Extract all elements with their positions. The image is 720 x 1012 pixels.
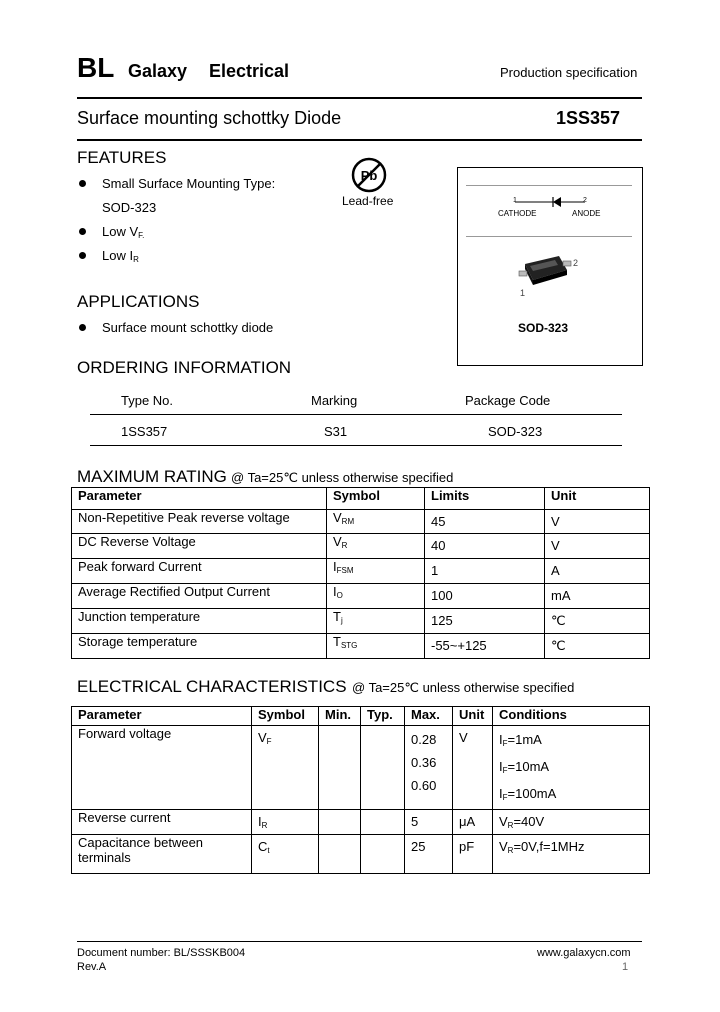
typ-cell [361,835,405,874]
symbol-cell: $I_O$ [327,584,425,609]
unit-cell: V [545,534,650,559]
param-cell: Junction temperature [72,609,327,634]
pb-symbol: Pb [360,168,378,183]
limit-cell: 100 [425,584,545,609]
param-cell: Non-Repetitive Peak reverse voltage [72,510,327,534]
diagram-rule-top [466,185,632,186]
ordering-package-value: SOD-323 [488,424,543,439]
body-pin2-label: 2 [573,258,579,268]
spec-label: Production specification [500,65,638,80]
revision: Rev.A [77,961,107,973]
ordering-col-type: Type No. [121,393,174,408]
body-pin1-label: 1 [520,288,526,298]
symbol-cell: $V_F$ [252,726,319,810]
col-unit: Unit [453,707,493,726]
unit-cell: pF [453,835,493,874]
limit-cell: 40 [425,534,545,559]
ordering-type-value: 1SS357 [121,424,168,439]
min-cell [319,835,361,874]
symbol-cell: $I_R$ [252,810,319,835]
table-row [72,534,650,559]
col-max: Max. [405,707,453,726]
table-row [72,584,650,609]
pb-free-icon [350,156,388,194]
col-parameter: Parameter [72,707,252,726]
pin1-label: 1 [513,197,517,204]
param-cell: Average Rectified Output Current [72,584,327,609]
part-number: 1SS357 [556,108,621,128]
feature-item-cont: SOD-323 [102,200,157,215]
leadfree-label: Lead-free [342,194,394,208]
col-parameter: Parameter [72,488,327,510]
table-row [72,510,650,534]
param-cell: Reverse current [72,810,252,835]
max-cell: 0.28 0.36 0.60 [405,726,453,810]
col-typ: Typ. [361,707,405,726]
limit-cell: -55~+125 [425,634,545,659]
col-min: Min. [319,707,361,726]
ordering-marking-value: S31 [324,424,348,439]
param-cell: Peak forward Current [72,559,327,584]
symbol-cell: $I_{FSM}$ [327,559,425,584]
ordering-col-package: Package Code [465,393,551,408]
typ-cell [361,810,405,835]
min-cell [319,810,361,835]
page-number: 1 [622,961,629,973]
max-rating-heading: MAXIMUM RATING [77,467,227,486]
bullet-icon [79,180,86,187]
ordering-rule [90,414,622,415]
table-row [72,634,650,659]
anode-label: ANODE [572,209,601,218]
unit-cell: ℃ [545,634,650,659]
features-heading: FEATURES [77,148,167,167]
applications-heading: APPLICATIONS [77,292,200,311]
table-row [72,726,650,810]
elec-condition: @ Ta=25℃ unless otherwise specified [352,680,575,695]
bullet-icon [79,324,86,331]
unit-cell: ℃ [545,609,650,634]
brand-logo: BL [77,52,115,83]
cathode-label: CATHODE [498,209,537,218]
table-row [72,609,650,634]
bullet-icon [79,228,86,235]
cond-cell: $I_F=1mA$ $I_F=10mA$ $I_F=100mA$ [493,726,650,810]
symbol-cell: $V_R$ [327,534,425,559]
elec-heading: ELECTRICAL CHARACTERISTICS [77,677,347,696]
param-cell: Storage temperature [72,634,327,659]
max-cell: 25 [405,835,453,874]
feature-item: Small Surface Mounting Type: [102,176,276,191]
unit-cell: V [453,726,493,810]
doc-number: Document number: BL/SSSKB004 [77,947,246,959]
typ-cell [361,726,405,810]
min-cell [319,726,361,810]
application-item: Surface mount schottky diode [102,320,274,335]
col-conditions: Conditions [493,707,650,726]
unit-cell: μA [453,810,493,835]
col-unit: Unit [545,488,650,510]
ordering-heading: ORDERING INFORMATION [77,358,292,377]
col-symbol: Symbol [252,707,319,726]
ordering-col-marking: Marking [311,393,358,408]
package-name: SOD-323 [518,321,569,335]
symbol-cell: $T_{STG}$ [327,634,425,659]
website-link[interactable]: www.galaxycn.com [537,947,631,959]
limit-cell: 45 [425,510,545,534]
feature-item: Low $I_R$ [102,248,139,264]
header-divider [77,97,642,99]
symbol-cell: $C_t$ [252,835,319,874]
company-name-2: Electrical [209,61,290,81]
symbol-cell: $V_{RM}$ [327,510,425,534]
symbol-cell: $T_j$ [327,609,425,634]
col-symbol: Symbol [327,488,425,510]
pin2-label: 2 [583,197,587,204]
cond-cell: $V_R=0V,f=1MHz$ [493,835,650,874]
col-limits: Limits [425,488,545,510]
max-rating-condition: @ Ta=25℃ unless otherwise specified [231,470,454,485]
cond-cell: $V_R=40V$ [493,810,650,835]
table-header-row [72,488,650,510]
feature-item: Low $V_{F.}$ [102,224,145,240]
diagram-rule-bottom [466,236,632,237]
bullet-icon [79,252,86,259]
limit-cell: 1 [425,559,545,584]
max-cell: 5 [405,810,453,835]
company-name-1: Galaxy [128,61,188,81]
param-cell: DC Reverse Voltage [72,534,327,559]
table-row [72,559,650,584]
limit-cell: 125 [425,609,545,634]
max-rating-table [71,487,650,659]
elec-table [71,706,650,874]
footer-divider [77,941,642,942]
unit-cell: mA [545,584,650,609]
page-title: Surface mounting schottky Diode [77,108,342,128]
unit-cell: A [545,559,650,584]
param-cell: Capacitance between terminals [72,835,252,874]
title-divider [77,139,642,141]
unit-cell: V [545,510,650,534]
param-cell: Forward voltage [72,726,252,810]
table-header-row [72,707,650,726]
table-row [72,810,650,835]
table-row [72,835,650,874]
ordering-rule-bottom [90,445,622,446]
